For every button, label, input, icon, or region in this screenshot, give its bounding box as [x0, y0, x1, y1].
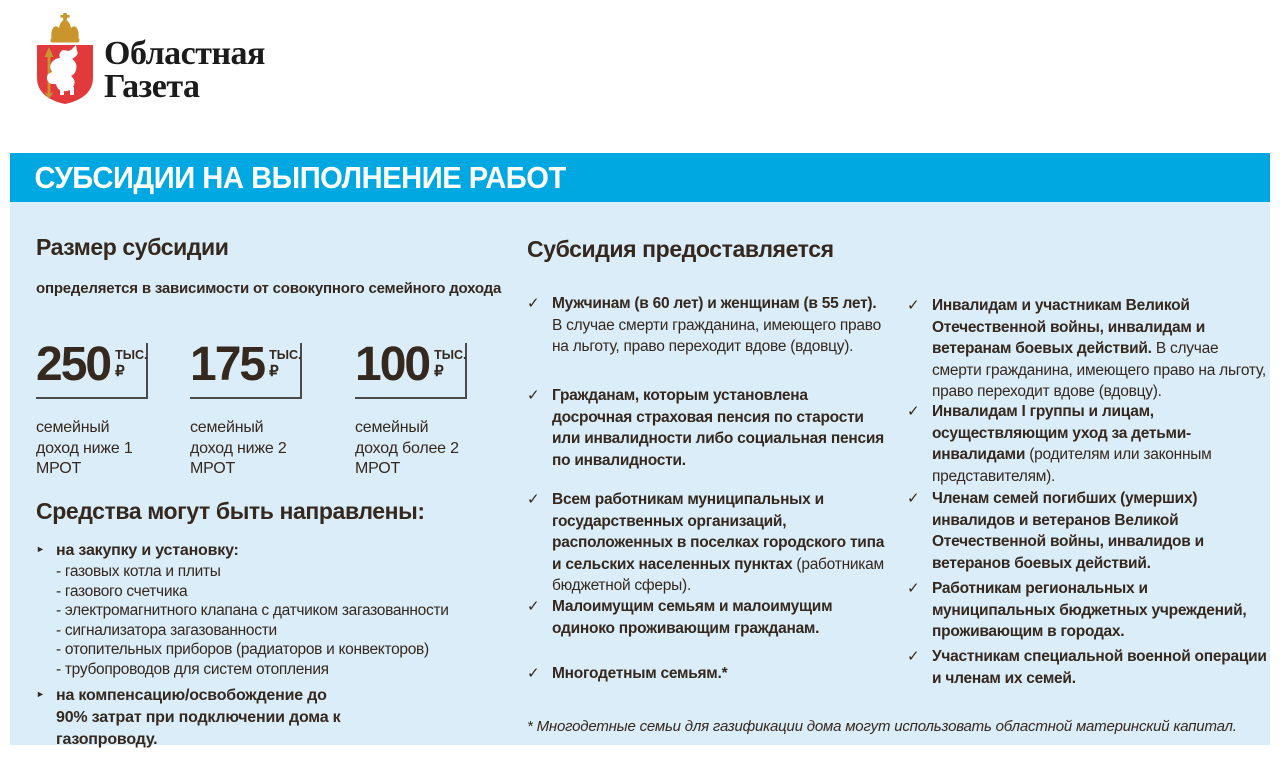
amount-block-100	[355, 338, 467, 480]
item-regular-text: (работникам бюджетной сферы).	[552, 555, 884, 594]
newspaper-name	[104, 37, 265, 103]
check-icon: ✓	[527, 387, 540, 404]
bullet-triangle-icon: ►	[36, 689, 45, 699]
amount-frame	[190, 338, 302, 399]
item-bold-text: Участникам специальной военной операции и членам их семей.	[932, 648, 1267, 687]
check-icon: ✓	[527, 665, 540, 682]
check-icon: ✓	[907, 648, 920, 665]
funds-subitem: - трубопроводов для систем отопления	[56, 660, 329, 678]
logo-line2: Газета	[104, 68, 200, 105]
amount-value: 175	[190, 338, 265, 391]
eligibility-item	[527, 293, 885, 358]
unit-thousand-label: ТЫС.	[269, 348, 302, 362]
item-bold-text: Инвалидам I группы и лицам, осуществляющим уход за детьми-инвалидами	[932, 403, 1191, 463]
amount-value: 250	[36, 338, 111, 391]
funds-subitem: - газовых котла и плиты	[56, 563, 221, 580]
funds-item-lead: на компенсацию/освобождение до 90% затрат при подключении дома к газопроводу.	[56, 687, 341, 748]
ruble-sign: ₽	[269, 363, 279, 380]
check-icon: ✓	[527, 598, 540, 615]
funds-heading: Средства могут быть направлены:	[36, 498, 425, 524]
title-bar	[10, 153, 1270, 202]
amount-frame	[36, 338, 148, 399]
amount-frame	[355, 338, 467, 399]
item-bold-text: Мужчинам (в 60 лет) и женщинам (в 55 лет).	[552, 295, 877, 312]
eligibility-heading: Субсидия предоставляется	[527, 236, 834, 262]
funds-item-purchase	[36, 540, 506, 680]
item-bold-text: Многодетным семьям.*	[552, 665, 728, 682]
eligibility-item	[907, 295, 1267, 403]
eligibility-item	[527, 385, 885, 471]
unit-thousand-label: ТЫС.	[434, 348, 467, 362]
content-panel	[10, 202, 1270, 748]
funds-subitem: - электромагнитного клапана с датчиком загазованности	[56, 602, 449, 620]
amount-units	[434, 348, 466, 380]
amount-caption: семейный доход ниже 1 МРОТ	[36, 419, 133, 477]
funds-subitem: - отопительных приборов (радиаторов и конвекторов)	[56, 641, 429, 659]
footnote: * Многодетные семьи для газификации дома могут использовать областной материнский капитал.	[527, 718, 1237, 735]
item-bold-text: Гражданам, которым установлена досрочная страховая пенсия по старости или инвалидности либо социальная пенсия по инвалидности.	[552, 387, 884, 469]
subsidy-size-heading: Размер субсидии	[36, 234, 229, 260]
eligibility-item	[907, 488, 1267, 574]
newspaper-logo	[36, 13, 265, 105]
check-icon: ✓	[527, 491, 540, 508]
check-icon: ✓	[907, 580, 920, 597]
funds-item-lead: на закупку и установку:	[56, 542, 239, 559]
check-icon: ✓	[907, 403, 920, 420]
eligibility-item	[907, 578, 1267, 643]
item-bold-text: Членам семей погибших (умерших) инвалидов и ветеранов Великой Отечественной войны, инвалидов и ветеранов боевых действий.	[932, 490, 1204, 572]
funds-subitem: - газового счетчика	[56, 582, 188, 600]
amount-units	[115, 348, 147, 380]
item-bold-text: Работникам региональных и муниципальных бюджетных учреждений, проживающим в городах.	[932, 580, 1247, 640]
bullet-triangle-icon: ►	[36, 544, 45, 554]
funds-item-compensation	[36, 685, 346, 751]
eligibility-item	[907, 646, 1267, 689]
item-regular-text: В случае смерти гражданина, имеющего право на льготу, право переходит вдове (вдовцу).	[932, 340, 1266, 400]
amount-block-175	[190, 338, 302, 480]
check-icon: ✓	[907, 490, 920, 507]
check-icon: ✓	[907, 297, 920, 314]
check-icon: ✓	[527, 295, 540, 312]
ruble-sign: ₽	[115, 363, 125, 380]
unit-thousand-label: ТЫС.	[115, 348, 148, 362]
item-regular-text: (родителям или законным представителям).	[932, 446, 1212, 485]
eligibility-item	[907, 401, 1267, 487]
logo-line1: Областная	[104, 35, 265, 72]
subsidy-size-subheading: определяется в зависимости от совокупного семейного дохода	[36, 280, 502, 297]
amount-block-250	[36, 338, 148, 480]
ruble-sign: ₽	[434, 363, 444, 380]
item-regular-text: В случае смерти гражданина, имеющего право на льготу, право переходит вдове (вдовцу).	[552, 316, 881, 355]
sverdlovsk-coat-of-arms-icon	[36, 13, 94, 105]
item-bold-text: Малоимущим семьям и малоимущим одиноко проживающим гражданам.	[552, 598, 833, 637]
page-title: СУБСИДИИ НА ВЫПОЛНЕНИЕ РАБОТ	[34, 160, 566, 195]
eligibility-item	[527, 663, 885, 685]
item-bold-text: Всем работникам муниципальных и государственных организаций, расположенных в поселках городского типа и сельских населенных пунктах	[552, 491, 885, 573]
amount-caption: семейный доход более 2 МРОТ	[355, 419, 459, 477]
amount-value: 100	[355, 338, 430, 391]
eligibility-item	[527, 596, 885, 639]
eligibility-item	[527, 489, 885, 597]
amount-caption: семейный доход ниже 2 МРОТ	[190, 419, 287, 477]
amount-units	[269, 348, 301, 380]
item-bold-text: Инвалидам и участникам Великой Отечественной войны, инвалидам и ветеранам боевых действий.	[932, 297, 1205, 357]
funds-subitem: - сигнализатора загазованности	[56, 621, 277, 639]
